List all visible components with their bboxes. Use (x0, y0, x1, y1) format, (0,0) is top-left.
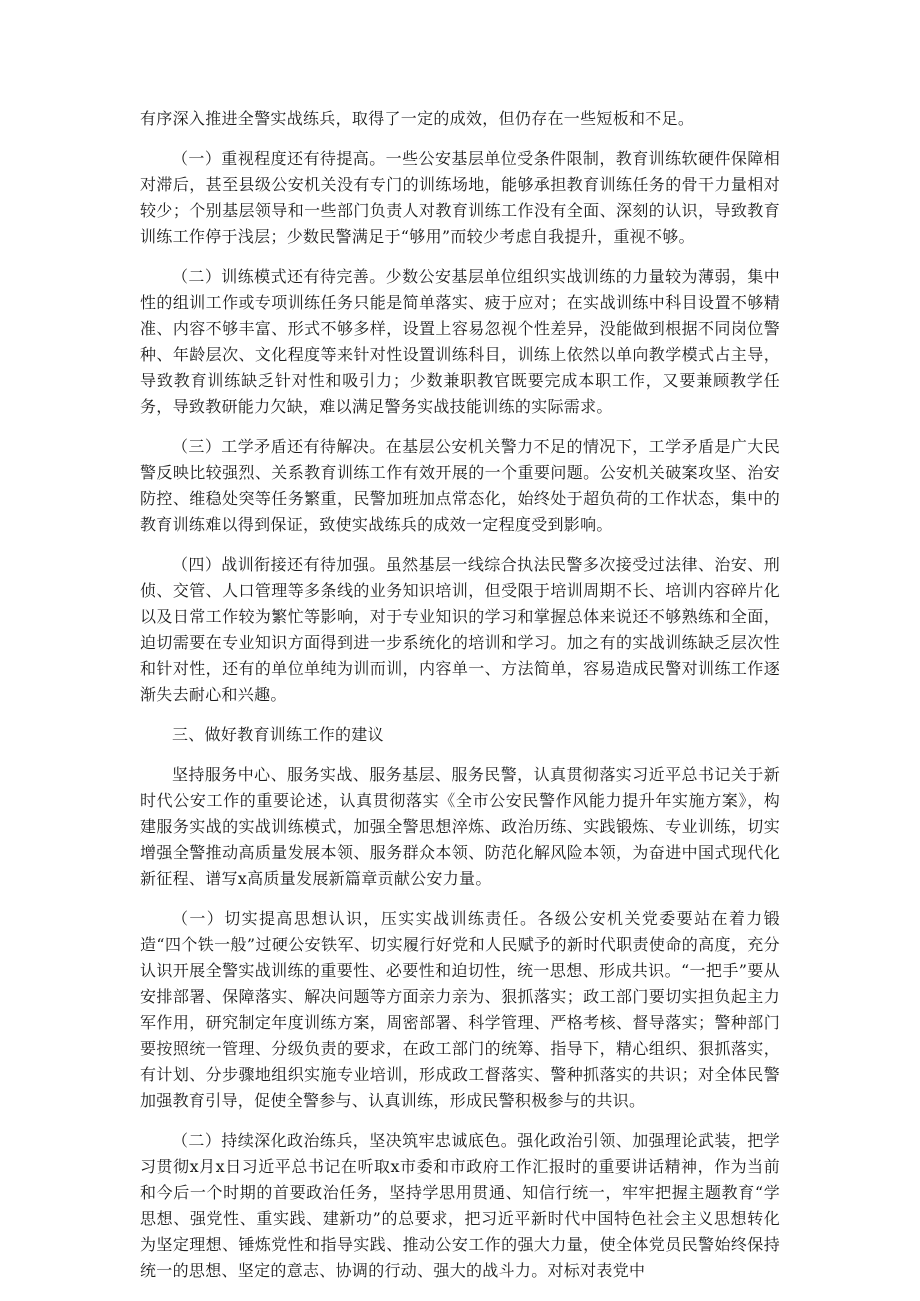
paragraph-item-3: （三）工学矛盾还有待解决。在基层公安机关警力不足的情况下，工学矛盾是广大民警反映比较强烈、关系教育训练工作有效开展的一个重要问题。公安机关破案攻坚、治安防控、维稳处突等任务繁重，民警加班加点常态化，始终处于超负荷的工作状态，集中的教育训练难以得到保证，致使实战练兵的成效一定程度受到影响。 (140, 437, 780, 534)
paragraph-suggestion-2: （二）持续深化政治练兵，坚决筑牢忠诚底色。强化政治引领、加强理论武装，把学习贯彻x月x日习近平总书记在听取x市委和市政府工作汇报时的重要讲话精神，作为当前和今后一个时期的首要政治任务，坚持学思用贯通、知信行统一，牢牢把握主题教育“学思想、强党性、重实践、建新功”的总要求，把习近平新时代中国特色社会主义思想转化为坚定理想、锤炼党性和指导实践、推动公安工作的强大力量，使全体党员民警始终保持统一的思想、坚定的意志、协调的行动、强大的战斗力。对标对表党中 (140, 1131, 780, 1280)
section-heading: 三、做好教育训练工作的建议 (172, 725, 384, 744)
paragraph-item-4: （四）战训衔接还有待加强。虽然基层一线综合执法民警多次接受过法律、治安、刑侦、交管、人口管理等多条线的业务知识培训，但受限于培训周期不长、培训内容碎片化以及日常工作较为繁忙等影响，对于专业知识的学习和掌握总体来说还不够熟练和全面，迫切需要在专业知识方面得到进一步系统化的培训和学习。加之有的实战训练缺乏层次性和针对性，还有的单位单纯为训而训，内容单一、方法简单，容易造成民警对训练工作逐渐失去耐心和兴趣。 (140, 555, 780, 704)
paragraph-item-1: （一）重视程度还有待提高。一些公安基层单位受条件限制，教育训练软硬件保障相对滞后，甚至县级公安机关没有专门的训练场地，能够承担教育训练任务的骨干力量相对较少；个别基层领导和一些部门负责人对教育训练工作没有全面、深刻的认识，导致教育训练工作停于浅层；少数民警满足于“够用”而较少考虑自我提升，重视不够。 (140, 149, 780, 246)
paragraph-item-2: （二）训练模式还有待完善。少数公安基层单位组织实战训练的力量较为薄弱，集中性的组训工作或专项训练任务只能是简单落实、疲于应对；在实战训练中科目设置不够精准、内容不够丰富、形式不够多样，设置上容易忽视个性差异，没能做到根据不同岗位警种、年龄层次、文化程度等来针对性设置训练科目，训练上依然以单向教学模式占主导，导致教育训练缺乏针对性和吸引力；少数兼职教官既要完成本职工作，又要兼顾教学任务，导致教研能力欠缺，难以满足警务实战技能训练的实际需求。 (140, 267, 780, 416)
paragraph-suggestion-1: （一）切实提高思想认识，压实实战训练责任。各级公安机关党委要站在着力锻造“四个铁一般”过硬公安铁军、切实履行好党和人民赋予的新时代职责使命的高度，充分认识开展全警实战训练的重要性、必要性和迫切性，统一思想、形成共识。“一把手”要从安排部署、保障落实、解决问题等方面亲力亲为、狠抓落实；政工部门要切实担负起主力军作用，研究制定年度训练方案，周密部署、科学管理、严格考核、督导落实；警种部门要按照统一管理、分级负责的要求，在政工部门的统筹、指导下，精心组织、狠抓落实，有计划、分步骤地组织实施专业培训，形成政工督落实、警种抓落实的共识；对全体民警加强教育引导，促使全警参与、认真训练，形成民警积极参与的共识。 (140, 909, 780, 1110)
document-page (140, 106, 780, 1298)
paragraph-overview: 坚持服务中心、服务实战、服务基层、服务民警，认真贯彻落实习近平总书记关于新时代公安工作的重要论述，认真贯彻落实《全市公安民警作风能力提升年实施方案》，构建服务实战的实战训练模式，加强全警思想淬炼、政治历练、实践锻炼、专业训练，切实增强全警推动高质量发展本领、服务群众本领、防范化解风险本领，为奋进中国式现代化新征程、谱写x高质量发展新篇章贡献公安力量。 (140, 765, 780, 888)
paragraph-intro: 有序深入推进全警实战练兵，取得了一定的成效，但仍存在一些短板和不足。 (140, 109, 695, 128)
